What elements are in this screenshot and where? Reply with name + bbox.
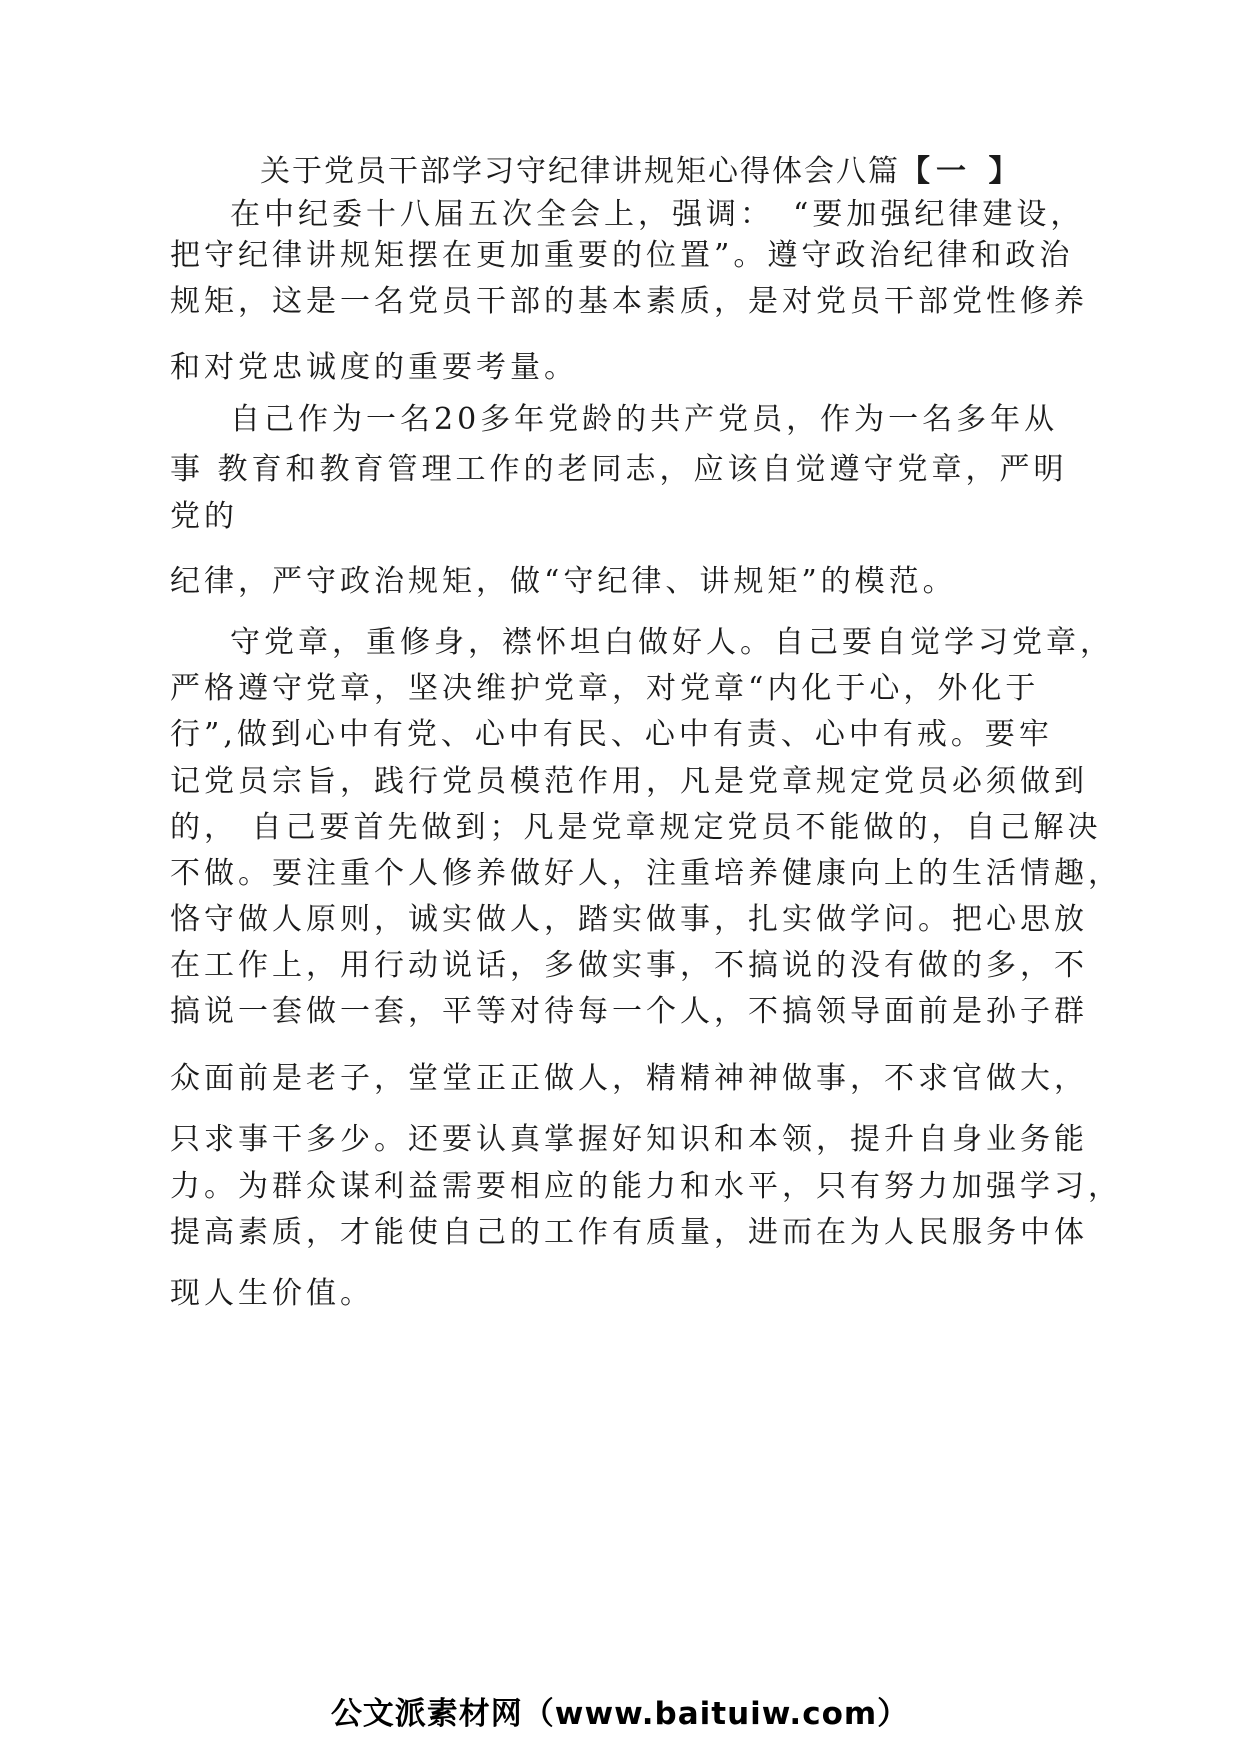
paragraph-3-line-14: 现人生价值。 (170, 1276, 374, 1311)
paragraph-3-line-6: 不做。要注重个人修养做好人，注重培养健康向上的生活情趣， (170, 856, 1122, 891)
footer-watermark: 公文派素材网（www.baituiw.com） (330, 1696, 910, 1732)
paragraph-2-line-2: 事 教育和教育管理工作的老同志，应该自觉遵守党章，严明 (170, 452, 1068, 487)
paragraph-1-line-4: 和对党忠诚度的重要考量。 (170, 350, 578, 385)
paragraph-3-line-13: 提高素质，才能使自己的工作有质量，进而在为人民服务中体 (170, 1215, 1088, 1250)
paragraph-2-line-1: 自己作为一名20多年党龄的共产党员，作为一名多年从 (230, 402, 1059, 437)
paragraph-1-line-3: 规矩，这是一名党员干部的基本素质，是对党员干部党性修养 (170, 284, 1088, 319)
paragraph-2-line-4: 纪律，严守政治规矩，做“守纪律、讲规矩”的模范。 (170, 564, 957, 599)
paragraph-3-line-10: 众面前是老子，堂堂正正做人，精精神神做事，不求官做大， (170, 1061, 1088, 1096)
paragraph-3-line-11: 只求事干多少。还要认真掌握好知识和本领，提升自身业务能 (170, 1122, 1088, 1157)
paragraph-3-line-4: 记党员宗旨，践行党员模范作用，凡是党章规定党员必须做到 (170, 764, 1088, 799)
title-bracket: 【一 】 (900, 154, 1025, 189)
paragraph-1-line-2: 把守纪律讲规矩摆在更加重要的位置”。遵守政治纪律和政治 (170, 238, 1074, 273)
paragraph-3-line-5: 的， 自己要首先做到；凡是党章规定党员不能做的，自己解决 (170, 810, 1102, 845)
paragraph-3-line-3: 行”,做到心中有党、心中有民、心中有责、心中有戒。要牢 (170, 717, 1053, 752)
paragraph-3-line-1: 守党章，重修身，襟怀坦白做好人。自己要自觉学习党章， (230, 625, 1114, 660)
document-title (260, 152, 1024, 192)
paragraph-3-line-8: 在工作上，用行动说话，多做实事，不搞说的没有做的多，不 (170, 948, 1088, 983)
paragraph-3-line-9: 搞说一套做一套，平等对待每一个人，不搞领导面前是孙子群 (170, 994, 1088, 1029)
paragraph-2-line-3: 党的 (170, 499, 238, 534)
paragraph-3-line-2: 严格遵守党章，坚决维护党章，对党章“内化于心，外化于 (170, 671, 1040, 706)
paragraph-1-line-1: 在中纪委十八届五次全会上，强调： “要加强纪律建设， (230, 197, 1085, 232)
paragraph-3-line-7: 恪守做人原则，诚实做人，踏实做事，扎实做学问。把心思放 (170, 902, 1088, 937)
paragraph-3-line-12: 力。为群众谋利益需要相应的能力和水平，只有努力加强学习， (170, 1169, 1122, 1204)
title-text: 关于党员干部学习守纪律讲规矩心得体会八篇 (260, 154, 900, 189)
